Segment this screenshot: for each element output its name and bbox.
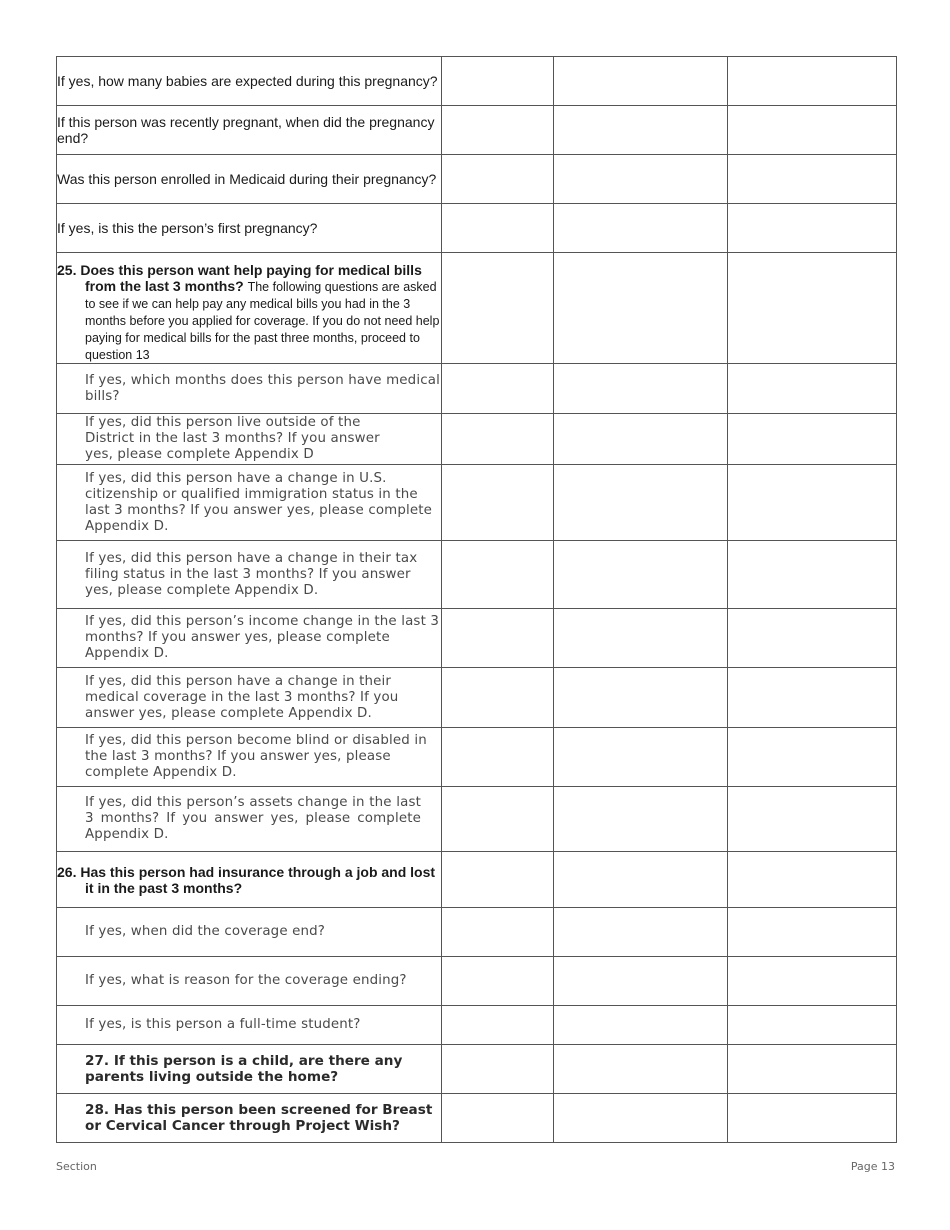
table-row: [57, 204, 897, 253]
answer-cell-person-2[interactable]: [554, 465, 728, 541]
table-row: [57, 1006, 897, 1045]
question-text: If yes, did this person become blind or disabled in the last 3 months? If you answer yes, please complete Appendix D.: [85, 733, 427, 780]
answer-cell-person-3[interactable]: [728, 668, 897, 728]
answer-cell-person-2[interactable]: [554, 253, 728, 364]
answer-cell-person-3[interactable]: [728, 155, 897, 204]
answer-cell-person-1[interactable]: [442, 155, 554, 204]
question-cell: [57, 465, 442, 541]
answer-cell-person-2[interactable]: [554, 57, 728, 106]
question-cell: [57, 728, 442, 787]
answer-cell-person-2[interactable]: [554, 957, 728, 1006]
question-cell: [57, 1094, 442, 1143]
answer-cell-person-1[interactable]: [442, 787, 554, 852]
question-text: If yes, when did the coverage end?: [85, 924, 326, 939]
application-form-table: [56, 56, 897, 1143]
question-25-heading: [57, 262, 441, 363]
answer-cell-person-3[interactable]: [728, 728, 897, 787]
question-text: If this person was recently pregnant, when did the pregnancy end?: [57, 114, 435, 146]
table-row: [57, 414, 897, 465]
answer-cell-person-2[interactable]: [554, 364, 728, 414]
answer-cell-person-1[interactable]: [442, 1045, 554, 1094]
answer-cell-person-2[interactable]: [554, 609, 728, 668]
answer-cell-person-2[interactable]: [554, 106, 728, 155]
answer-cell-person-2[interactable]: [554, 1006, 728, 1045]
answer-cell-person-3[interactable]: [728, 465, 897, 541]
answer-cell-person-3[interactable]: [728, 1045, 897, 1094]
table-row: [57, 253, 897, 364]
question-cell: [57, 668, 442, 728]
table-row: [57, 1094, 897, 1143]
answer-cell-person-3[interactable]: [728, 957, 897, 1006]
answer-cell-person-3[interactable]: [728, 908, 897, 957]
question-cell: [57, 414, 442, 465]
answer-cell-person-3[interactable]: [728, 787, 897, 852]
answer-cell-person-1[interactable]: [442, 253, 554, 364]
table-row: [57, 609, 897, 668]
question-heading-text: 25. Does this person want help paying for medical bills from the last 3 months?: [57, 262, 422, 294]
answer-cell-person-1[interactable]: [442, 364, 554, 414]
question-text: Was this person enrolled in Medicaid during their pregnancy?: [57, 171, 437, 187]
question-cell: [57, 204, 442, 253]
answer-cell-person-1[interactable]: [442, 728, 554, 787]
question-text: If yes, what is reason for the coverage ending?: [85, 973, 407, 988]
answer-cell-person-2[interactable]: [554, 787, 728, 852]
answer-cell-person-1[interactable]: [442, 465, 554, 541]
table-row: [57, 1045, 897, 1094]
footer-page-number: Page 13: [850, 1160, 895, 1173]
answer-cell-person-3[interactable]: [728, 253, 897, 364]
answer-cell-person-3[interactable]: [728, 541, 897, 609]
answer-cell-person-2[interactable]: [554, 414, 728, 465]
table-row: [57, 668, 897, 728]
answer-cell-person-2[interactable]: [554, 1045, 728, 1094]
question-cell: [57, 1006, 442, 1045]
answer-cell-person-2[interactable]: [554, 204, 728, 253]
question-cell: [57, 787, 442, 852]
footer-section-label: Section: [56, 1160, 97, 1173]
question-cell: [57, 253, 442, 364]
answer-cell-person-3[interactable]: [728, 414, 897, 465]
answer-cell-person-3[interactable]: [728, 1094, 897, 1143]
question-cell: [57, 908, 442, 957]
answer-cell-person-1[interactable]: [442, 106, 554, 155]
table-row: [57, 787, 897, 852]
table-row: [57, 908, 897, 957]
question-cell: [57, 852, 442, 908]
question-cell: [57, 609, 442, 668]
table-row: [57, 155, 897, 204]
answer-cell-person-3[interactable]: [728, 364, 897, 414]
question-text: If yes, did this person have a change in their medical coverage in the last 3 months? If you answer yes, please complete Appendix D.: [85, 673, 399, 721]
question-28-heading: 28. Has this person been screened for Breast or Cervical Cancer through Project Wish?: [85, 1102, 433, 1134]
answer-cell-person-3[interactable]: [728, 204, 897, 253]
answer-cell-person-1[interactable]: [442, 668, 554, 728]
answer-cell-person-2[interactable]: [554, 852, 728, 908]
question-text: If yes, did this person have a change in their tax filing status in the last 3 months? If you answer yes, please complete Appendix D.: [85, 550, 418, 598]
question-text: If yes, is this person a full-time student?: [85, 1017, 361, 1032]
question-text: If yes, did this person have a change in U.S. citizenship or qualified immigration status in the last 3 months? If you answer yes, please complete Appendix D.: [85, 470, 433, 534]
question-cell: [57, 1045, 442, 1094]
table-row: [57, 852, 897, 908]
question-cell: [57, 155, 442, 204]
answer-cell-person-1[interactable]: [442, 1094, 554, 1143]
answer-cell-person-1[interactable]: [442, 957, 554, 1006]
answer-cell-person-3[interactable]: [728, 1006, 897, 1045]
table-row: [57, 957, 897, 1006]
question-cell: [57, 57, 442, 106]
answer-cell-person-2[interactable]: [554, 668, 728, 728]
answer-cell-person-2[interactable]: [554, 1094, 728, 1143]
question-text: If yes, did this person live outside of the District in the last 3 months? If you answer yes, please complete Appendix D: [85, 415, 380, 462]
answer-cell-person-3[interactable]: [728, 852, 897, 908]
answer-cell-person-1[interactable]: [442, 852, 554, 908]
answer-cell-person-2[interactable]: [554, 908, 728, 957]
question-text: If yes, how many babies are expected during this pregnancy?: [57, 73, 438, 89]
answer-cell-person-1[interactable]: [442, 57, 554, 106]
table-row: [57, 541, 897, 609]
table-row: [57, 106, 897, 155]
answer-cell-person-2[interactable]: [554, 541, 728, 609]
question-cell: [57, 364, 442, 414]
answer-cell-person-1[interactable]: [442, 541, 554, 609]
question-note-text: The following questions are asked to see if we can help pay any medical bills you had in the 3 months before you applied for coverage. If you do not need help paying for medical bills for the past three months, proceed to question 13: [85, 280, 440, 362]
answer-cell-person-3[interactable]: [728, 57, 897, 106]
answer-cell-person-3[interactable]: [728, 609, 897, 668]
question-text: If yes, did this person’s income change in the last 3 months? If you answer yes, please complete Appendix D.: [85, 614, 440, 661]
answer-cell-person-3[interactable]: [728, 106, 897, 155]
table-row: [57, 465, 897, 541]
question-text: If yes, which months does this person have medical bills?: [85, 372, 440, 404]
table-row: [57, 364, 897, 414]
question-cell: [57, 541, 442, 609]
table-row: [57, 728, 897, 787]
table-row: [57, 57, 897, 106]
question-text: If yes, is this the person’s first pregnancy?: [57, 220, 318, 236]
answer-cell-person-1[interactable]: [442, 1006, 554, 1045]
answer-cell-person-1[interactable]: [442, 908, 554, 957]
answer-cell-person-1[interactable]: [442, 204, 554, 253]
answer-cell-person-1[interactable]: [442, 414, 554, 465]
question-cell: [57, 957, 442, 1006]
answer-cell-person-2[interactable]: [554, 728, 728, 787]
question-cell: [57, 106, 442, 155]
question-text: If yes, did this person’s assets change in the last 3 months? If you answer yes, please complete Appendix D.: [85, 795, 421, 842]
answer-cell-person-1[interactable]: [442, 609, 554, 668]
question-27-heading: 27. If this person is a child, are there any parents living outside the home?: [85, 1053, 403, 1085]
answer-cell-person-2[interactable]: [554, 155, 728, 204]
question-26-heading: 26. Has this person had insurance through a job and lost it in the past 3 months?: [57, 863, 436, 896]
